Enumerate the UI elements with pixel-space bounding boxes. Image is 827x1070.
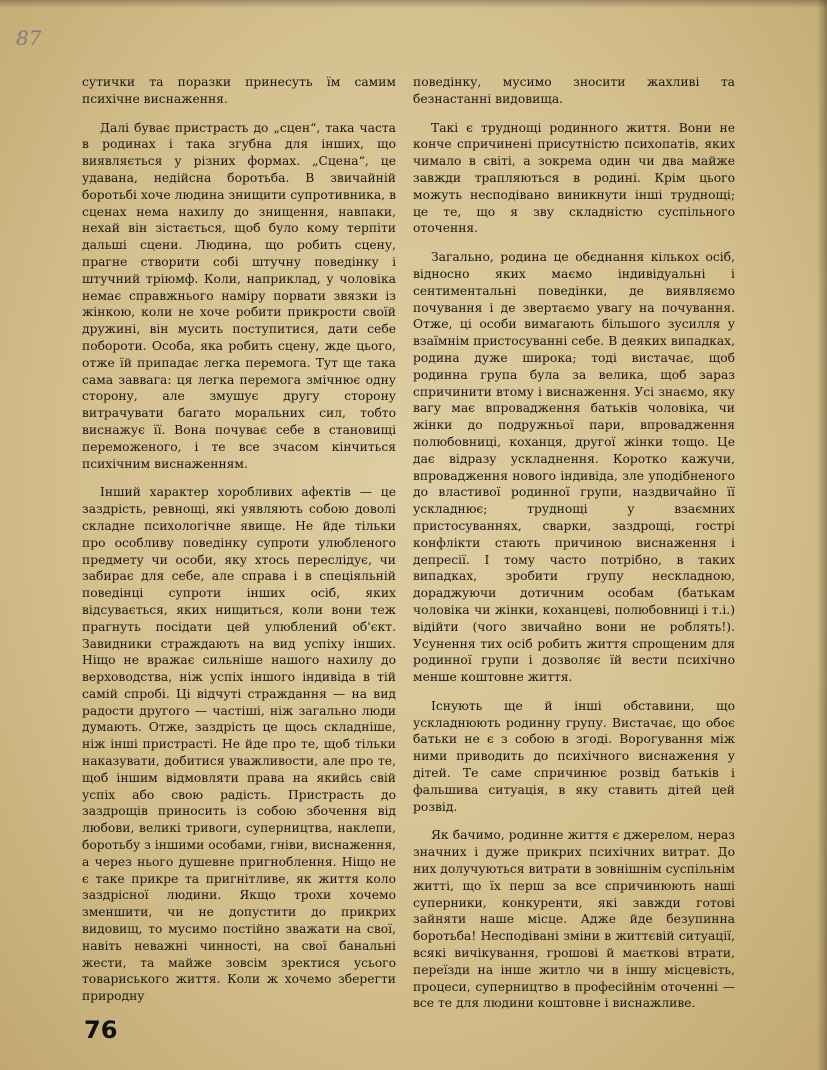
left-paragraph-1: сутички та поразки принесуть їм самим психічне виснаження. xyxy=(82,75,396,106)
right-paragraph-3: Загально, родина це обєднання кількох осіб, відносно яких маємо індивідуальні і сентиментальні поведінки, де виявляємо почування і де звертаємо увагу на почування. Отже, ці особи вимагають більшого зусилля у взаїмнім пристосуванні себе. В деяких випадках, родина дуже широка; тоді вистачає, щоб родинна група була за велика, щоб зараз спричинити втому і виснаження. Усі знаємо, яку вагу має впровадження батьків чоловіка, чи жінки до подружньої пари, впровадження полюбовниці, коханця, другої жінки тощо. Це дає відразу ускладнення. Коротко кажучи, впровадження нового індивіда, зле уподібненого до властивої родинної групи, наздвичайно її ускладнює; труднощі у взаємних пристосуваннях, сварки, заздрощі, гострі конфлікти стають причиною виснаження і депресії. І тому часто потрібно, в таких випадках, зробити групу нескладною, дораджуючи дотичним особам (батькам чоловіка чи жінки, коханцеві, полюбовниці і т.і.) відійти (чого звичайно вони не роблять!). Усунення тих осіб робить життя спрощеним для родинної групи і дозволяє їй вести психічно менше коштовне життя. xyxy=(413,250,735,685)
right-paragraph-5: Як бачимо, родинне життя є джерелом, нераз значних і дуже прикрих психічних витрат. До них долучуються витрати в зовнішнім суспільнім житті, що їх перш за все спричинюють наші суперники, конкуренти, які завжди готові зайняти наше місце. Адже йде безупинна боротьба! Несподівані зміни в життєвій ситуації, всякі вичікування, грошові й маєткові втрати, переїзди на інше житло чи в іншу місцевість, процеси, суперництво в професійнім оточенні — все те для людини коштовне і виснажливе. xyxy=(413,828,735,1011)
handwritten-page-note: 87 xyxy=(16,26,42,50)
left-text-column xyxy=(82,74,396,1017)
right-paragraph-4: Існують ще й інші обставини, що ускладнюють родинну групу. Вистачає, що обоє батьки не є з собою в згоді. Ворогування між ними приводить до психічного виснаження у дітей. Те саме спричинює розвід батьків і фальшива ситуація, в яку ставить дітей цей розвід. xyxy=(413,698,735,814)
page-edge-shadow xyxy=(817,0,827,1070)
right-paragraph-2: Такі є труднощі родинного життя. Вони не конче спричинені присутністю психопатів, яких чимало в світі, а зокрема один чи два майже завжди трапляються в родині. Крім цього можуть несподівано виникнути інші труднощі; це те, що я зву складністю суспільного оточення. xyxy=(413,120,735,236)
right-paragraph-1: поведінку, мусимо зносити жахливі та безнастанні видовища. xyxy=(413,75,735,106)
left-paragraph-3: Інший характер хоробливих афектів — це заздрість, ревнощі, які уявляють собою доволі складне психологічне явище. Не йде тільки про особливу поведінку супроти улюбленого предмету чи особи, яку хтось переслідує, чи забирає для себе, але справа і в спеціяльній поведінці супроти інших осіб, яких відсувається, яких нищиться, коли вони теж прагнуть посідати цей улюблений об'єкт. Завидники страждають на вид успіху інших. Ніщо не вражає сильніше нашого нахилу до верховодства, ніж успіх іншого індивіда в тій самій спробі. Ці відчуті страждання — на вид радости другого — частіші, ніж загально люди думають. Отже, заздрість це щось складніше, ніж інші пристрасті. Не йде про те, щоб тільки наказувати, добитися уважливости, але про те, щоб іншим відмовляти права на якийсь свій успіх або свою радість. Пристрасть до заздрощів приносить із собою збочення від любови, великі тривоги, суперництва, наклепи, боротьбу з іншими особами, гніви, виснаження, а через нього душевне пригноблення. Ніщо не є таке прикре та пригнітливе, як життя коло заздрісної людини. Якщо трохи хочемо зменшити, чи не допустити до прикрих видовищ, то мусимо постійно зважати на свої, навіть неважні чинності, на свої банальні жести, та майже зовсім зректися усього товариського життя. Коли ж хочемо зберегти природну xyxy=(82,485,396,1004)
left-paragraph-2: Далі буває пристрасть до „сцен“, така часта в родинах і така згубна для інших, що виявляється у різних формах. „Сцена“, це удавана, недійсна боротьба. В звичайній боротьбі хоче людина знищити супротивника, в сценах нема нахилу до знищення, навпаки, нехай він зістається, щоб було кому терпіти дальші сцени. Людина, що робить сцену, прагне створити собі штучну поведінку і штучний тріюмф. Коли, наприклад, у чоловіка немає справжнього наміру порвати звязки із жінкою, коли не хоче робити прикрости своїй дружині, він мусить поступитися, дати себе побороти. Особа, яка робить сцену, жде цього, отже їй припадає легка перемога. Тут ще така сама заввага: ця легка перемога змічнює одну сторону, але змушує другу сторону витрачувати багато моральних сил, тобто виснажує її. Вона почуває себе в становищі переможеного, і те все зчасом кінчиться психічним виснаженням. xyxy=(82,120,396,471)
page-number: 76 xyxy=(84,1016,118,1044)
page-top-shadow xyxy=(0,0,827,8)
right-text-column xyxy=(413,74,735,1024)
